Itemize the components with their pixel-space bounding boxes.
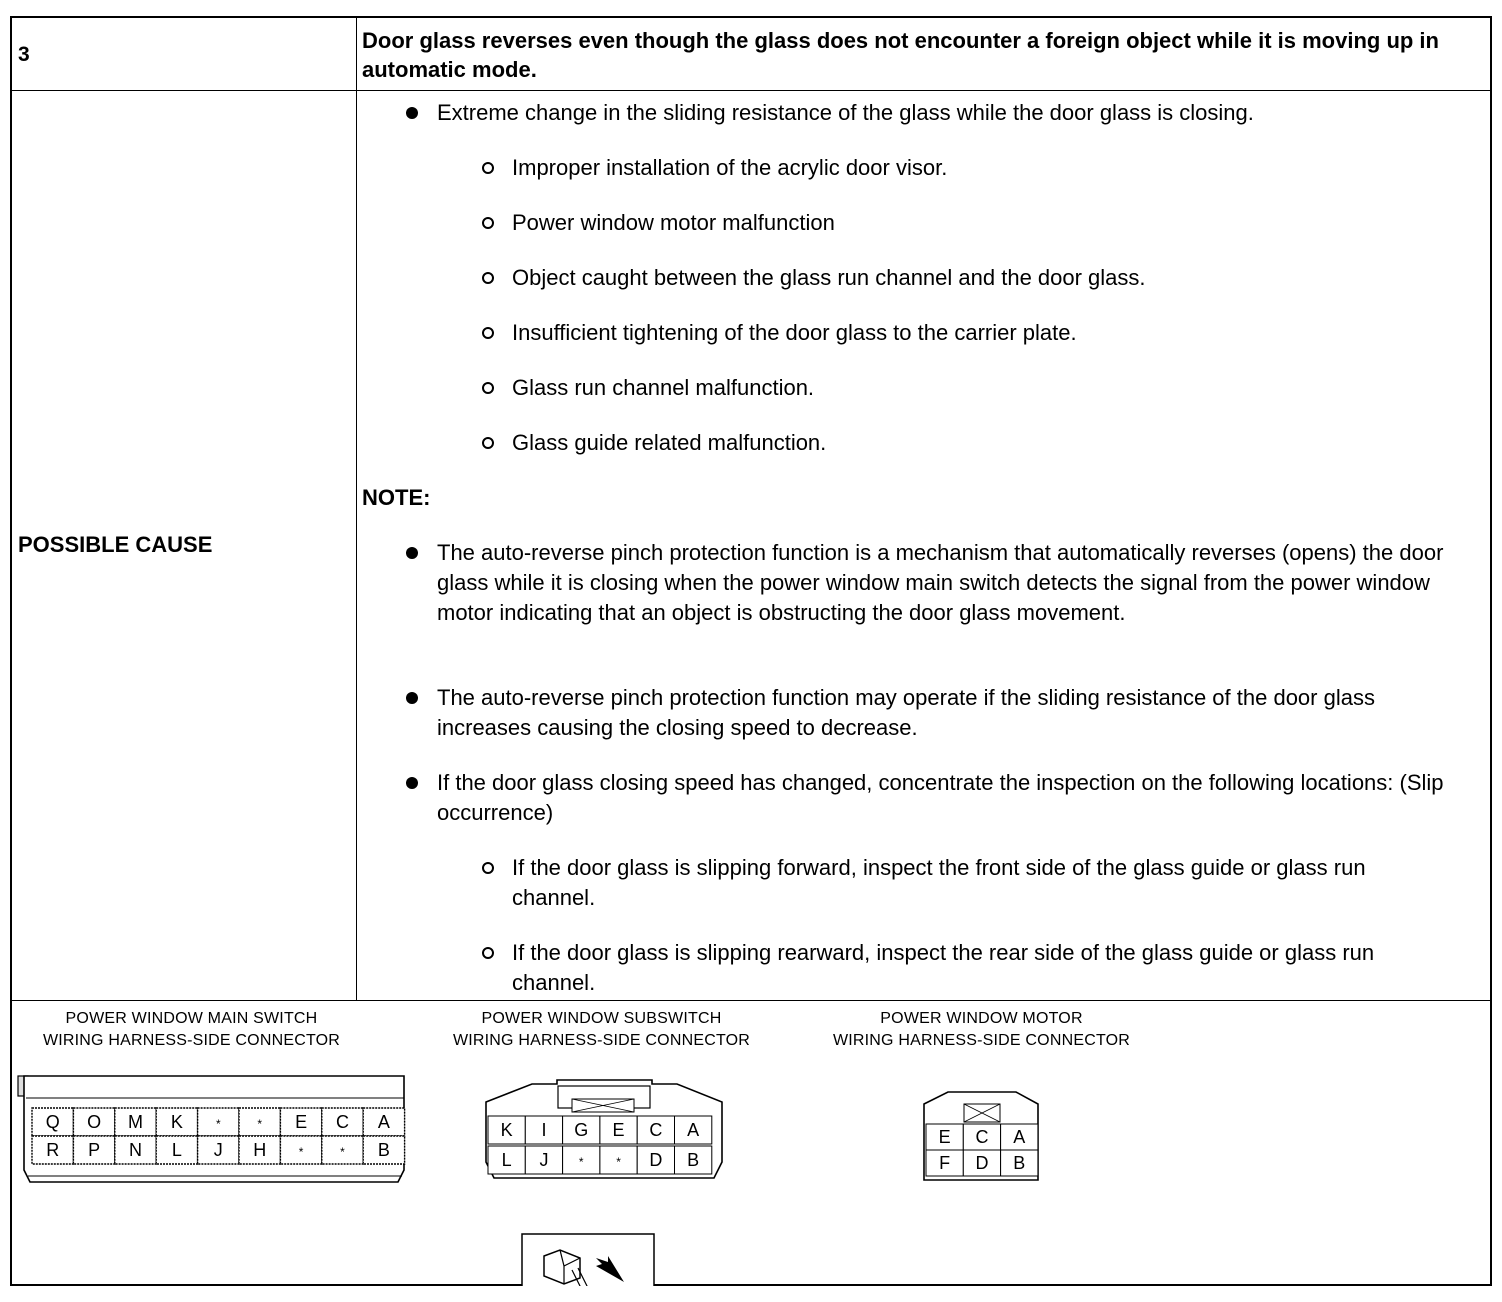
- subswitch-caption-line2: WIRING HARNESS-SIDE CONNECTOR: [452, 1032, 751, 1049]
- bullet-ring-icon: [482, 272, 494, 284]
- note-text: If the door glass closing speed has changed, concentrate the inspection on the following locations: (Slip occurrence): [437, 770, 1444, 825]
- terminal-label: B: [1013, 1153, 1026, 1173]
- bullet-ring-icon: [482, 382, 494, 394]
- header-row: [12, 18, 1490, 91]
- sub-item-text: Insufficient tightening of the door glass to the carrier plate.: [512, 320, 1077, 345]
- sub-item: [512, 208, 1432, 238]
- terminal-label: *: [616, 1155, 621, 1169]
- slip-item-text: If the door glass is slipping forward, inspect the front side of the glass guide or glass run channel.: [512, 855, 1366, 910]
- terminal-label: C: [649, 1120, 663, 1140]
- sub-item: [512, 428, 1432, 458]
- terminal-label: J: [213, 1140, 223, 1160]
- main-bullet-item: [437, 98, 1447, 128]
- note-text: The auto-reverse pinch protection function may operate if the sliding resistance of the door glass increases causing the closing speed to decrease.: [437, 685, 1375, 740]
- sub-item-text: Improper installation of the acrylic door visor.: [512, 155, 948, 180]
- terminal-label: K: [500, 1120, 513, 1140]
- terminal-label: B: [377, 1140, 390, 1160]
- bullet-ring-icon: [482, 327, 494, 339]
- terminal-label: Q: [45, 1112, 60, 1132]
- terminal-label: E: [295, 1112, 308, 1132]
- terminal-label: E: [612, 1120, 625, 1140]
- sub-item-text: Power window motor malfunction: [512, 210, 835, 235]
- sub-item: [512, 318, 1432, 348]
- bullet-dot-icon: [406, 547, 418, 559]
- step-number: 3: [18, 43, 30, 66]
- possible-cause-label: POSSIBLE CAUSE: [18, 532, 213, 557]
- slip-item: [512, 853, 1432, 913]
- possible-cause-row: [12, 90, 1490, 1001]
- terminal-label: *: [215, 1117, 221, 1131]
- main-switch-connector: [18, 1076, 405, 1182]
- terminal-label: A: [1013, 1127, 1026, 1147]
- bullet-dot-icon: [406, 777, 418, 789]
- slip-item: [512, 938, 1432, 998]
- plug-icon: [544, 1250, 580, 1284]
- terminal-label: L: [501, 1150, 512, 1170]
- main-switch-caption-line1: POWER WINDOW MAIN SWITCH: [65, 1010, 318, 1027]
- bullet-ring-icon: [482, 862, 494, 874]
- terminal-label: C: [336, 1112, 349, 1132]
- terminal-label: C: [975, 1127, 989, 1147]
- terminal-label: B: [687, 1150, 700, 1170]
- bullet-ring-icon: [482, 437, 494, 449]
- bullet-ring-icon: [482, 162, 494, 174]
- terminal-label: K: [170, 1112, 183, 1132]
- terminal-label: D: [975, 1153, 989, 1173]
- subswitch-caption-line1: POWER WINDOW SUBSWITCH: [481, 1010, 722, 1027]
- note-item: [437, 538, 1447, 628]
- terminal-label: P: [88, 1140, 101, 1160]
- terminal-label: *: [578, 1155, 584, 1169]
- connector-icon-frame: [522, 1234, 654, 1286]
- terminal-label: N: [129, 1140, 142, 1160]
- sub-item-text: Glass run channel malfunction.: [512, 375, 815, 400]
- symptom-title: Door glass reverses even though the glass does not encounter a foreign object while it is moving up in automatic mode.: [362, 28, 1439, 82]
- terminal-label: F: [939, 1153, 951, 1173]
- sub-item: [512, 263, 1432, 293]
- harness-side-connector-icon: [522, 1234, 654, 1286]
- main-switch-caption-line2: WIRING HARNESS-SIDE CONNECTOR: [42, 1032, 341, 1049]
- bullet-ring-icon: [482, 217, 494, 229]
- slip-item-text: If the door glass is slipping rearward, inspect the rear side of the glass guide or glass run channel.: [512, 940, 1375, 995]
- terminal-label: G: [574, 1120, 589, 1140]
- terminal-label: L: [171, 1140, 182, 1160]
- main-bullet-text: Extreme change in the sliding resistance of the glass while the door glass is closing.: [437, 100, 1254, 125]
- motor-caption-line2: WIRING HARNESS-SIDE CONNECTOR: [832, 1032, 1131, 1049]
- terminal-label: E: [938, 1127, 951, 1147]
- troubleshooting-table: [10, 16, 1492, 1286]
- step-number-cell: [12, 18, 357, 90]
- terminal-label: A: [377, 1112, 390, 1132]
- note-heading: NOTE:: [362, 485, 431, 510]
- symptom-title-cell: [357, 18, 1490, 90]
- note-item: [437, 683, 1447, 743]
- note-item: [437, 768, 1447, 828]
- sub-item-text: Object caught between the glass run channel and the door glass.: [512, 265, 1146, 290]
- bullet-dot-icon: [406, 107, 418, 119]
- sub-item: [512, 373, 1432, 403]
- sub-item: [512, 153, 1432, 183]
- connector-drawings: [12, 1000, 1490, 1286]
- bullet-ring-icon: [482, 947, 494, 959]
- terminal-label: H: [253, 1140, 267, 1160]
- sub-item-text: Glass guide related malfunction.: [512, 430, 827, 455]
- terminal-label: D: [649, 1150, 663, 1170]
- connector-diagrams: [12, 1000, 1490, 1286]
- terminal-label: I: [541, 1120, 547, 1140]
- possible-cause-content: [357, 90, 1490, 1000]
- note-text: The auto-reverse pinch protection function is a mechanism that automatically reverses (opens) the door glass while it is closing when the power window main switch detects the signal from the power window motor indicating that an object is obstructing the door glass movement.: [437, 540, 1444, 625]
- terminal-label: *: [340, 1145, 345, 1159]
- motor-connector: [924, 1092, 1038, 1180]
- motor-caption-line1: POWER WINDOW MOTOR: [880, 1010, 1083, 1027]
- terminal-label: J: [539, 1150, 549, 1170]
- terminal-label: M: [128, 1112, 143, 1132]
- possible-cause-label-cell: [12, 90, 357, 1000]
- bullet-dot-icon: [406, 692, 418, 704]
- terminal-label: A: [687, 1120, 700, 1140]
- terminal-label: *: [298, 1145, 304, 1159]
- terminal-label: *: [257, 1117, 263, 1131]
- terminal-label: O: [87, 1112, 102, 1132]
- subswitch-connector: [486, 1080, 722, 1178]
- terminal-label: R: [46, 1140, 60, 1160]
